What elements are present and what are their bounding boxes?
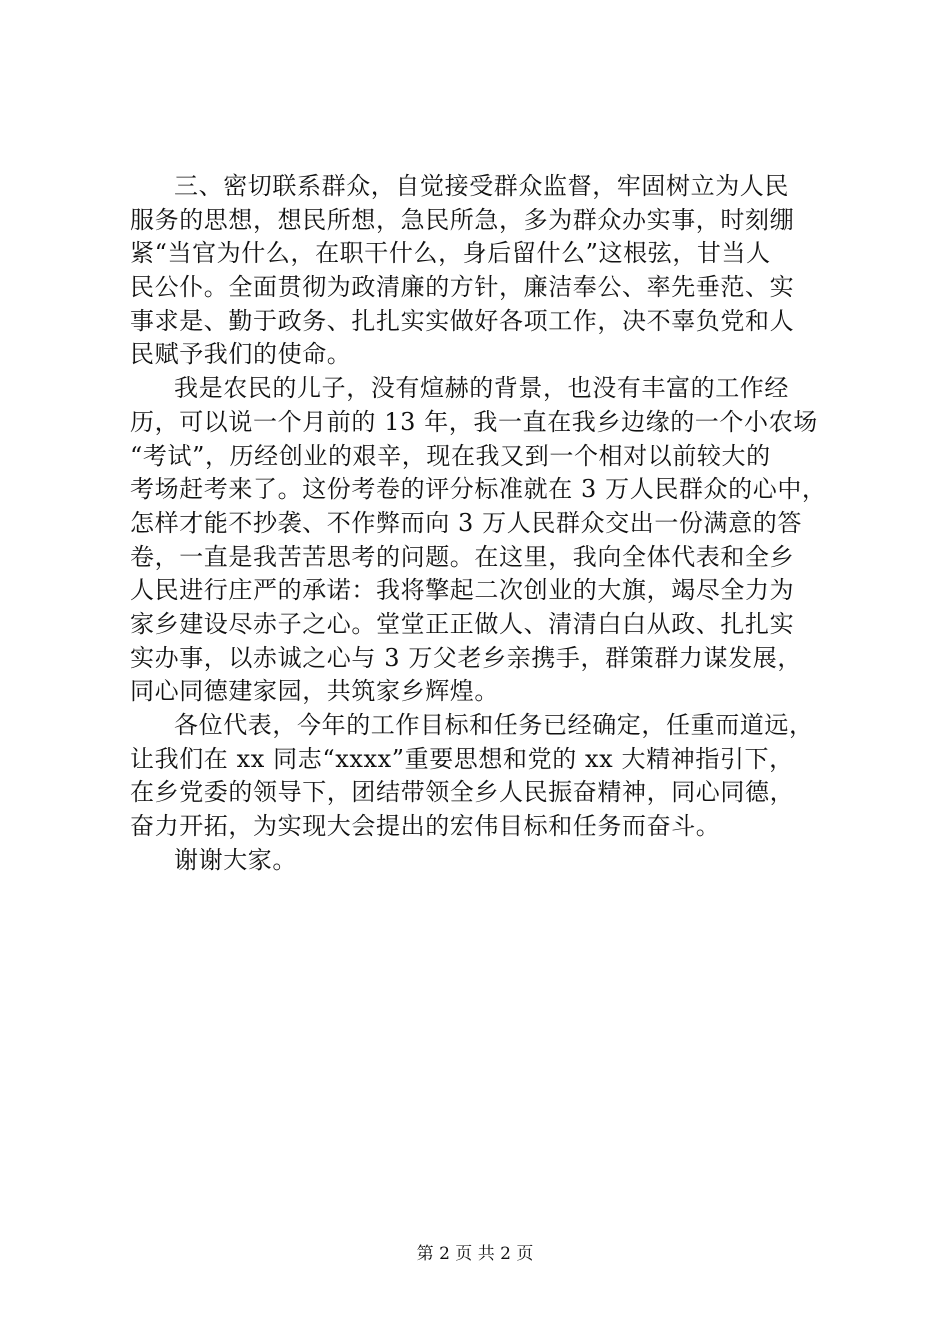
page-number-footer: 第 2 页 共 2 页 <box>416 1244 534 1264</box>
text-line: 服务的思想，想民所想，急民所急，多为群众办实事，时刻绷 <box>130 205 795 234</box>
text-line: 谢谢大家。 <box>174 845 297 874</box>
paragraph-3 <box>130 709 840 844</box>
text-line: 卷，一直是我苦苦思考的问题。在这里，我向全体代表和全乡 <box>130 542 795 571</box>
text-line: 在乡党委的领导下，团结带领全乡人民振奋精神，同心同德， <box>130 778 795 807</box>
text-line: 实办事，以赤诚之心与 3 万父老乡亲携手，群策群力谋发展， <box>130 643 802 672</box>
text-line: 同心同德建家园，共筑家乡辉煌。 <box>130 677 499 706</box>
text-line: 历，可以说一个月前的 13 年，我一直在我乡边缘的一个小农场 <box>130 407 818 436</box>
text-line: 我是农民的儿子，没有煊赫的背景，也没有丰富的工作经 <box>174 374 789 403</box>
text-line: “考试”，历经创业的艰辛，现在我又到一个相对以前较大的 <box>130 441 771 470</box>
text-line: 紧“当官为什么，在职干什么，身后留什么”这根弦，甘当人 <box>130 239 771 268</box>
text-line: 各位代表，今年的工作目标和任务已经确定，任重而道远， <box>174 711 814 739</box>
text-line: 让我们在 xx 同志“xxxx”重要思想和党的 xx 大精神指引下， <box>130 744 794 773</box>
text-line: 民公仆。全面贯彻为政清廉的方针，廉洁奉公、率先垂范、实 <box>130 273 795 302</box>
text-line: 考场赶考来了。这份考卷的评分标准就在 3 万人民群众的心中， <box>130 475 827 504</box>
text-line: 事求是、勤于政务、扎扎实实做好各项工作，决不辜负党和人 <box>130 306 795 335</box>
paragraph-2 <box>130 372 840 709</box>
paragraph-4 <box>130 844 840 878</box>
text-line: 三、密切联系群众，自觉接受群众监督，牢固树立为人民 <box>174 172 789 200</box>
text-line: 人民进行庄严的承诺：我将擎起二次创业的大旗，竭尽全力为 <box>130 576 795 605</box>
paragraph-1 <box>130 170 840 372</box>
document-body <box>130 170 840 877</box>
text-line: 怎样才能不抄袭、不作弊而向 3 万人民群众交出一份满意的答 <box>130 508 802 537</box>
text-line: 民赋予我们的使命。 <box>130 340 352 369</box>
text-line: 家乡建设尽赤子之心。堂堂正正做人、清清白白从政、扎扎实 <box>130 609 795 638</box>
text-line: 奋力开拓，为实现大会提出的宏伟目标和任务而奋斗。 <box>130 812 721 841</box>
